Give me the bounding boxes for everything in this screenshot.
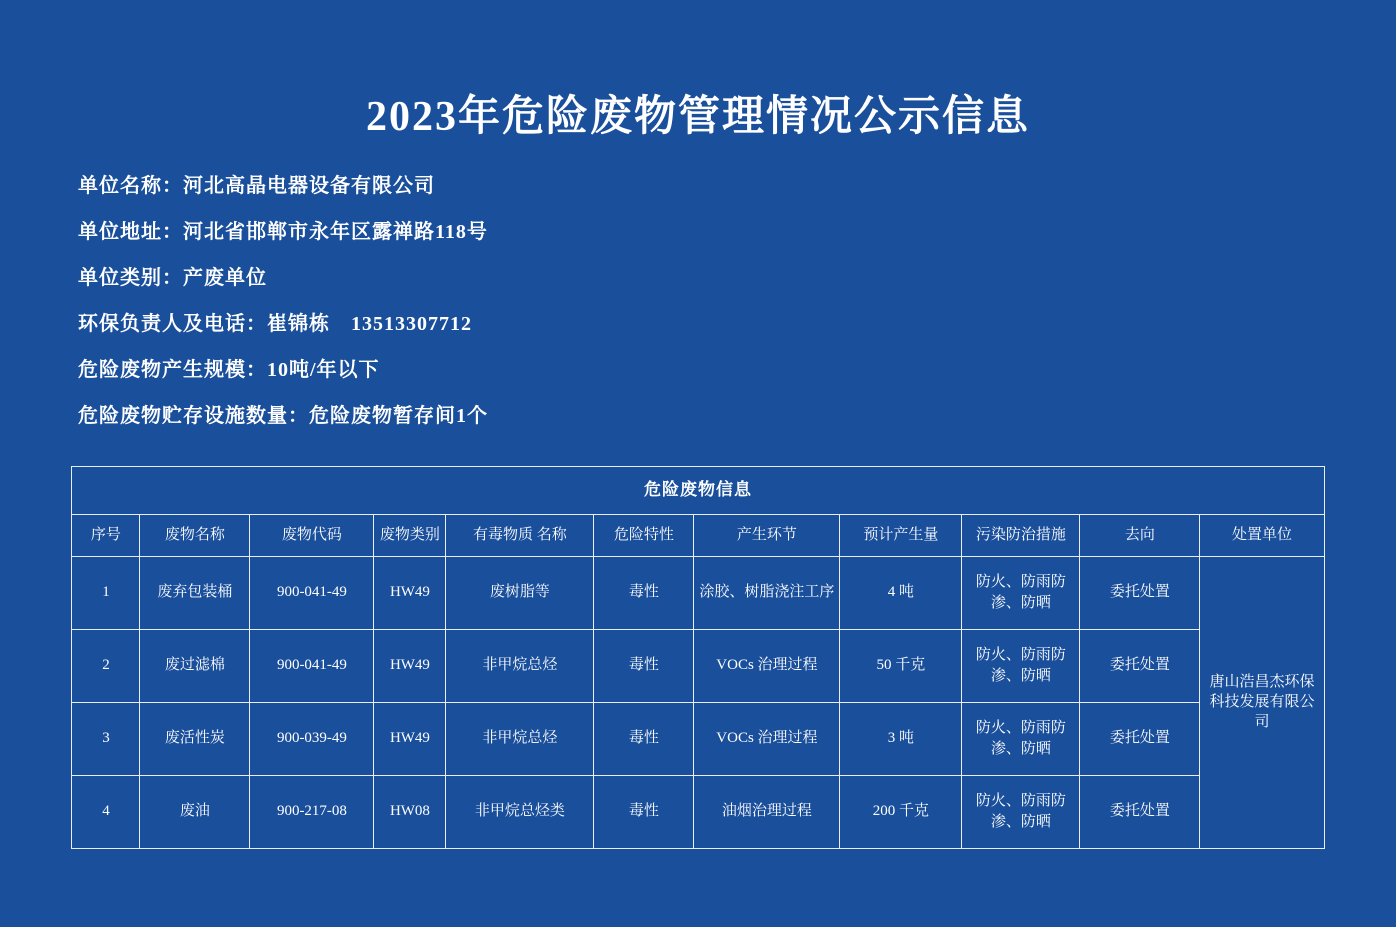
column-header-toxic-substance: 有毒物质 名称 (446, 515, 594, 556)
column-header-waste-code: 废物代码 (250, 515, 374, 556)
column-header-no: 序号 (72, 515, 140, 556)
column-header-generation-stage: 产生环节 (694, 515, 840, 556)
cell-destination: 委托处置 (1080, 702, 1200, 775)
column-header-hazard-property: 危险特性 (594, 515, 694, 556)
cell-toxic-substance: 非甲烷总烃 (446, 702, 594, 775)
table-header-row (72, 515, 1324, 556)
table-row (72, 702, 1324, 775)
cell-generation-stage: 油烟治理过程 (694, 775, 840, 848)
cell-no: 1 (72, 556, 140, 629)
cell-no: 4 (72, 775, 140, 848)
info-environment-officer: 环保负责人及电话：崔锦栋 13513307712 (78, 313, 472, 336)
cell-expected-amount: 4 吨 (840, 556, 962, 629)
table-row (72, 629, 1324, 702)
table-section-title-row (72, 467, 1324, 515)
cell-hazard-property: 毒性 (594, 556, 694, 629)
cell-destination: 委托处置 (1080, 629, 1200, 702)
column-header-destination: 去向 (1080, 515, 1200, 556)
info-company-category: 单位类别：产废单位 (78, 267, 267, 290)
info-company-name: 单位名称：河北高晶电器设备有限公司 (78, 175, 435, 198)
cell-destination: 委托处置 (1080, 556, 1200, 629)
cell-waste-name: 废油 (140, 775, 250, 848)
info-company-address: 单位地址：河北省邯郸市永年区露禅路118号 (78, 221, 488, 244)
cell-waste-name: 废过滤棉 (140, 629, 250, 702)
cell-waste-code: 900-039-49 (250, 702, 374, 775)
column-header-waste-category: 废物类别 (374, 515, 446, 556)
cell-no: 3 (72, 702, 140, 775)
table-row (72, 775, 1324, 848)
cell-pollution-control: 防火、防雨防渗、防晒 (962, 702, 1080, 775)
cell-waste-category: HW49 (374, 556, 446, 629)
cell-waste-code: 900-217-08 (250, 775, 374, 848)
cell-expected-amount: 3 吨 (840, 702, 962, 775)
cell-waste-code: 900-041-49 (250, 556, 374, 629)
cell-generation-stage: VOCs 治理过程 (694, 629, 840, 702)
cell-expected-amount: 200 千克 (840, 775, 962, 848)
column-header-waste-name: 废物名称 (140, 515, 250, 556)
cell-expected-amount: 50 千克 (840, 629, 962, 702)
table-row (72, 556, 1324, 629)
cell-destination: 委托处置 (1080, 775, 1200, 848)
page-title: 2023年危险废物管理情况公示信息 (365, 94, 1030, 140)
table-section-title: 危险废物信息 (72, 467, 1324, 515)
column-header-expected-amount: 预计产生量 (840, 515, 962, 556)
column-header-pollution-control: 污染防治措施 (962, 515, 1080, 556)
cell-waste-category: HW08 (374, 775, 446, 848)
hazardous-waste-table (71, 466, 1324, 848)
cell-waste-name: 废活性炭 (140, 702, 250, 775)
cell-waste-name: 废弃包装桶 (140, 556, 250, 629)
cell-hazard-property: 毒性 (594, 629, 694, 702)
cell-generation-stage: VOCs 治理过程 (694, 702, 840, 775)
cell-hazard-property: 毒性 (594, 702, 694, 775)
cell-generation-stage: 涂胶、树脂浇注工序 (694, 556, 840, 629)
cell-pollution-control: 防火、防雨防渗、防晒 (962, 556, 1080, 629)
cell-toxic-substance: 废树脂等 (446, 556, 594, 629)
cell-disposal-company: 唐山浩昌杰环保科技发展有限公司 (1200, 556, 1324, 848)
cell-toxic-substance: 非甲烷总烃类 (446, 775, 594, 848)
info-storage-facility-count: 危险废物贮存设施数量：危险废物暂存间1个 (78, 405, 488, 428)
cell-hazard-property: 毒性 (594, 775, 694, 848)
cell-waste-code: 900-041-49 (250, 629, 374, 702)
cell-pollution-control: 防火、防雨防渗、防晒 (962, 629, 1080, 702)
cell-waste-category: HW49 (374, 702, 446, 775)
cell-waste-category: HW49 (374, 629, 446, 702)
cell-no: 2 (72, 629, 140, 702)
cell-pollution-control: 防火、防雨防渗、防晒 (962, 775, 1080, 848)
cell-toxic-substance: 非甲烷总烃 (446, 629, 594, 702)
company-info-list (78, 176, 1326, 452)
info-waste-scale: 危险废物产生规模：10吨/年以下 (78, 359, 380, 382)
column-header-disposal-company: 处置单位 (1200, 515, 1324, 556)
